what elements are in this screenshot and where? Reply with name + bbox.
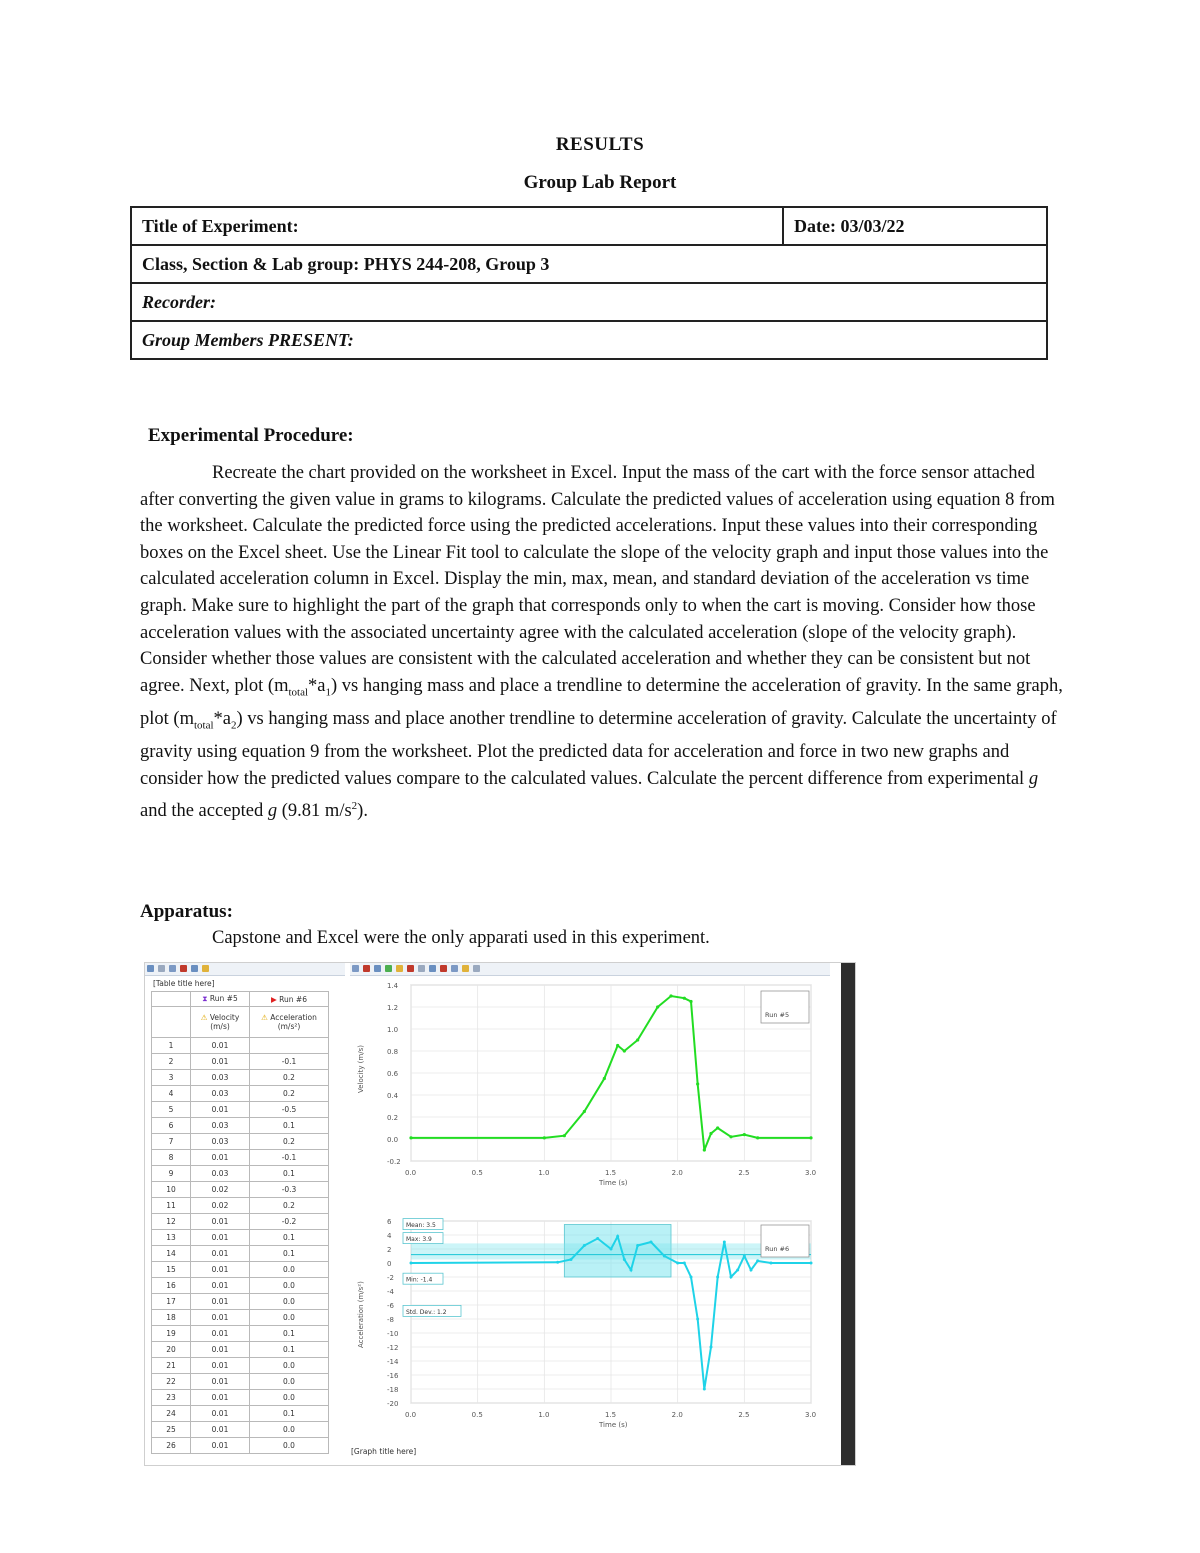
velocity-cell[interactable]: 0.01: [191, 1150, 250, 1166]
y-tick-label: -18: [387, 1386, 399, 1394]
acceleration-data-point: [410, 1262, 413, 1265]
y-tick-label: -0.2: [387, 1158, 401, 1166]
acceleration-data-point: [630, 1269, 633, 1272]
table-row[interactable]: [152, 1390, 329, 1406]
velocity-cell[interactable]: 0.01: [191, 1358, 250, 1374]
accel-cell[interactable]: -0.2: [250, 1214, 329, 1230]
velocity-graph[interactable]: [351, 977, 835, 1199]
velocity-cell[interactable]: 0.01: [191, 1310, 250, 1326]
y-tick-label: 0: [387, 1260, 392, 1268]
velocity-cell[interactable]: 0.03: [191, 1086, 250, 1102]
acceleration-data-point: [676, 1262, 679, 1265]
accel-cell[interactable]: 0.1: [250, 1230, 329, 1246]
table-row[interactable]: [152, 1374, 329, 1390]
velocity-cell[interactable]: 0.01: [191, 1406, 250, 1422]
apparatus-text: Capstone and Excel were the only apparati used in this experiment.: [212, 928, 710, 948]
y-axis-label: Acceleration (m/s²): [357, 1281, 365, 1348]
procedure-paragraph: [140, 460, 1065, 824]
x-tick-label: 1.0: [538, 1169, 550, 1177]
velocity-cell[interactable]: 0.01: [191, 1246, 250, 1262]
toolbar-icon[interactable]: [147, 965, 154, 972]
row-index-cell: 2: [152, 1054, 191, 1070]
info-table: [130, 206, 1048, 360]
row-index-cell: 13: [152, 1230, 191, 1246]
acceleration-data-point: [623, 1258, 626, 1261]
table-row[interactable]: [152, 1038, 329, 1054]
accel-cell[interactable]: 0.1: [250, 1118, 329, 1134]
velocity-cell[interactable]: 0.01: [191, 1422, 250, 1438]
acceleration-data-point: [596, 1237, 599, 1240]
sub-two: 2: [231, 719, 237, 732]
accel-cell[interactable]: 0.1: [250, 1326, 329, 1342]
accel-cell[interactable]: 0.1: [250, 1246, 329, 1262]
row-index-cell: 4: [152, 1086, 191, 1102]
table-row[interactable]: [152, 1406, 329, 1422]
table-row[interactable]: [152, 1134, 329, 1150]
capstone-screenshot: [144, 962, 856, 1466]
velocity-data-point: [756, 1136, 759, 1139]
row-index-cell: 21: [152, 1358, 191, 1374]
accel-cell[interactable]: 0.0: [250, 1294, 329, 1310]
acceleration-data-point: [650, 1241, 653, 1244]
accel-cell[interactable]: 0.1: [250, 1342, 329, 1358]
toolbar-icon[interactable]: [462, 965, 469, 972]
date-cell: Date: 03/03/22: [783, 207, 1047, 245]
acceleration-graph[interactable]: [351, 1213, 835, 1437]
velocity-cell[interactable]: 0.01: [191, 1054, 250, 1070]
velocity-data-point: [709, 1132, 712, 1135]
velocity-data-point: [729, 1135, 732, 1138]
y-axis-label: Velocity (m/s): [357, 1045, 365, 1093]
table-row[interactable]: [152, 1054, 329, 1070]
toolbar-icon[interactable]: [191, 965, 198, 972]
toolbar-icon[interactable]: [158, 965, 165, 972]
accel-cell[interactable]: 0.0: [250, 1438, 329, 1454]
x-tick-label: 2.0: [671, 1169, 683, 1177]
procedure-text-e: ) vs hanging mass and place another trendline to determine acceleration of gravity. Calculate the uncertainty of gravity using equation 9 from the worksheet. Plot the predicted data for acceleration and force in two new graphs and consider how the predicted values compare to the calculated values. Calculate the percent difference from experimental: [140, 709, 1057, 789]
warning-icon: ⚠: [261, 1013, 268, 1022]
velocity-data-point: [583, 1110, 586, 1113]
row-index-cell: 23: [152, 1390, 191, 1406]
toolbar-icon[interactable]: [374, 965, 381, 972]
sup-two: 2: [351, 799, 358, 812]
stat-min-box-label: Min: -1.4: [406, 1276, 433, 1284]
row-index-cell: 9: [152, 1166, 191, 1182]
velocity-data-point: [703, 1148, 706, 1151]
x-tick-label: 0.0: [405, 1411, 417, 1419]
g-italic-2: g: [267, 800, 278, 821]
accel-cell[interactable]: 0.2: [250, 1070, 329, 1086]
x-axis-label: Time (s): [599, 1421, 628, 1429]
y-tick-label: 4: [387, 1232, 392, 1240]
y-tick-label: -6: [387, 1302, 394, 1310]
velocity-cell[interactable]: 0.01: [191, 1390, 250, 1406]
y-tick-label: -8: [387, 1316, 394, 1324]
stat-max-box-label: Max: 3.9: [406, 1236, 432, 1244]
procedure-text-g: (9.81 m/s: [277, 800, 352, 821]
accel-cell[interactable]: 0.2: [250, 1086, 329, 1102]
velocity-cell[interactable]: 0.03: [191, 1070, 250, 1086]
toolbar-icon[interactable]: [169, 965, 176, 972]
toolbar-icon[interactable]: [385, 965, 392, 972]
toolbar-icon[interactable]: [407, 965, 414, 972]
row-index-cell: 24: [152, 1406, 191, 1422]
velocity-cell[interactable]: 0.01: [191, 1102, 250, 1118]
row-index-cell: 26: [152, 1438, 191, 1454]
velocity-cell[interactable]: 0.02: [191, 1182, 250, 1198]
apparatus-heading: Apparatus:: [140, 901, 233, 922]
velocity-data-point: [603, 1077, 606, 1080]
row-index-cell: 11: [152, 1198, 191, 1214]
accel-cell[interactable]: -0.1: [250, 1054, 329, 1070]
run-a-marker-icon: ⧗: [202, 994, 208, 1003]
velocity-data-point: [716, 1126, 719, 1129]
velocity-data-point: [669, 994, 672, 997]
run-b-header[interactable]: [250, 992, 329, 1007]
procedure-heading: Experimental Procedure:: [148, 425, 354, 446]
velocity-cell[interactable]: 0.01: [191, 1278, 250, 1294]
row-index-cell: 14: [152, 1246, 191, 1262]
legend-run-label[interactable]: Run #5: [765, 1011, 790, 1019]
accel-cell[interactable]: 0.0: [250, 1374, 329, 1390]
y-tick-label: 2: [387, 1246, 392, 1254]
y-tick-label: -10: [387, 1330, 399, 1338]
procedure-text-c: ) vs hanging mass and place a trendline to determine the acceleration of gravity. In the same graph, plot (m: [140, 675, 1063, 730]
x-tick-label: 0.5: [471, 1169, 483, 1177]
graph-toolbar: [350, 963, 830, 976]
velocity-cell[interactable]: 0.01: [191, 1438, 250, 1454]
acceleration-data-point: [610, 1248, 613, 1251]
y-tick-label: 0.2: [387, 1114, 399, 1122]
g-italic-1: g: [1028, 768, 1039, 789]
stat-std-box-label: Std. Dev.: 1.2: [406, 1308, 447, 1316]
velocity-cell[interactable]: 0.01: [191, 1262, 250, 1278]
table-row[interactable]: [152, 1262, 329, 1278]
row-index-cell: 17: [152, 1294, 191, 1310]
accel-cell[interactable]: 0.0: [250, 1262, 329, 1278]
table-row[interactable]: [152, 1278, 329, 1294]
run-b-label: Run #6: [279, 994, 307, 1004]
y-tick-label: 1.4: [387, 982, 399, 990]
row-index-cell: 22: [152, 1374, 191, 1390]
acceleration-data-point: [556, 1261, 559, 1264]
acceleration-data-point: [770, 1262, 773, 1265]
row-index-cell: 20: [152, 1342, 191, 1358]
acceleration-data-point: [583, 1244, 586, 1247]
run-b-marker-icon: ▶: [271, 994, 277, 1004]
corner-cell-2: [152, 1007, 191, 1038]
corner-cell: [152, 992, 191, 1007]
table-row[interactable]: [152, 1198, 329, 1214]
y-tick-label: 0.6: [387, 1070, 399, 1078]
acceleration-data-point: [736, 1269, 739, 1272]
velocity-data-point: [623, 1049, 626, 1052]
toolbar-icon[interactable]: [418, 965, 425, 972]
y-tick-label: -12: [387, 1344, 399, 1352]
acceleration-data-point: [703, 1388, 706, 1391]
velocity-data-point: [409, 1136, 412, 1139]
table-title[interactable]: [Table title here]: [153, 979, 215, 988]
accel-cell[interactable]: 0.2: [250, 1198, 329, 1214]
table-row[interactable]: [152, 1422, 329, 1438]
row-index-cell: 5: [152, 1102, 191, 1118]
accel-cell[interactable]: 0.0: [250, 1390, 329, 1406]
accel-cell[interactable]: [250, 1038, 329, 1054]
toolbar-icon[interactable]: [352, 965, 359, 972]
velocity-cell[interactable]: 0.03: [191, 1118, 250, 1134]
table-row[interactable]: [152, 1150, 329, 1166]
y-tick-label: -20: [387, 1400, 399, 1408]
acceleration-data-point: [743, 1255, 746, 1258]
accel-cell[interactable]: -0.1: [250, 1150, 329, 1166]
y-tick-label: 0.4: [387, 1092, 399, 1100]
x-tick-label: 2.5: [738, 1411, 750, 1419]
scroll-strip: [841, 963, 855, 1465]
x-tick-label: 3.0: [805, 1169, 817, 1177]
row-index-cell: 25: [152, 1422, 191, 1438]
run-a-label: Run #5: [209, 994, 238, 1003]
table-row[interactable]: [152, 1070, 329, 1086]
row-index-cell: 10: [152, 1182, 191, 1198]
velocity-data-point: [636, 1038, 639, 1041]
sub-total: total: [288, 686, 309, 699]
toolbar-icon[interactable]: [451, 965, 458, 972]
row-index-cell: 1: [152, 1038, 191, 1054]
velocity-cell[interactable]: 0.01: [191, 1374, 250, 1390]
table-row[interactable]: [152, 1086, 329, 1102]
acceleration-data-point: [570, 1258, 573, 1261]
row-index-cell: 15: [152, 1262, 191, 1278]
table-row[interactable]: [152, 1326, 329, 1342]
velocity-cell[interactable]: 0.03: [191, 1134, 250, 1150]
class-section-cell: Class, Section & Lab group: PHYS 244-208, Group 3: [131, 245, 1047, 283]
accel-cell[interactable]: 0.1: [250, 1406, 329, 1422]
acceleration-data-point: [616, 1235, 619, 1238]
y-tick-label: 0.0: [387, 1136, 399, 1144]
x-tick-label: 1.0: [538, 1411, 550, 1419]
x-tick-label: 0.5: [471, 1411, 483, 1419]
velocity-data-point: [683, 997, 686, 1000]
x-tick-label: 1.5: [605, 1169, 617, 1177]
table-row[interactable]: [152, 1230, 329, 1246]
velocity-data-point: [743, 1133, 746, 1136]
table-row[interactable]: [152, 1310, 329, 1326]
y-tick-label: 1.0: [387, 1026, 399, 1034]
table-row[interactable]: [152, 1358, 329, 1374]
row-index-cell: 19: [152, 1326, 191, 1342]
table-toolbar: [145, 963, 345, 976]
acceleration-data-point: [716, 1276, 719, 1279]
accel-cell[interactable]: -0.3: [250, 1182, 329, 1198]
acceleration-data-point: [663, 1255, 666, 1258]
doc-title: RESULTS: [555, 134, 645, 155]
procedure-text-a: Recreate the chart provided on the worksheet in Excel. Input the mass of the cart with the force sensor attached after converting the given value in grams to kilograms. Calculate the predicted values of acceleration using equation 8 from the worksheet. Calculate the predicted force using the predicted accelerations. Input these values into their corresponding boxes on the Excel sheet. Use the Linear Fit tool to calculate the slope of the velocity graph and input those values into the calculated acceleration column in Excel. Display the min, max, mean, and standard deviation of the acceleration vs time graph. Make sure to highlight the part of the graph that corresponds only to when the cart is moving. Consider how those acceleration values with the associated uncertainty agree with the calculated acceleration (slope of the velocity graph). Consider whether those values are consistent with the calculated acceleration and whether they can be consistent but not agree. Next, plot (m: [140, 463, 1055, 696]
toolbar-icon[interactable]: [396, 965, 403, 972]
velocity-data-point: [543, 1136, 546, 1139]
y-tick-label: -4: [387, 1288, 394, 1296]
toolbar-icon[interactable]: [202, 965, 209, 972]
y-tick-label: -16: [387, 1372, 399, 1380]
x-tick-label: 1.5: [605, 1411, 617, 1419]
y-tick-label: -14: [387, 1358, 399, 1366]
acceleration-data-point: [750, 1269, 753, 1272]
acceleration-data-point: [810, 1262, 813, 1265]
acceleration-data-point: [723, 1241, 726, 1244]
group-members-cell: Group Members PRESENT:: [131, 321, 1047, 359]
velocity-cell[interactable]: 0.01: [191, 1342, 250, 1358]
acceleration-data-point: [710, 1346, 713, 1349]
velocity-cell[interactable]: 0.01: [191, 1230, 250, 1246]
acceleration-data-point: [730, 1276, 733, 1279]
row-index-cell: 18: [152, 1310, 191, 1326]
procedure-text-b: *a: [308, 675, 326, 696]
row-index-cell: 6: [152, 1118, 191, 1134]
x-tick-label: 2.5: [738, 1169, 750, 1177]
legend-run-label[interactable]: Run #6: [765, 1245, 790, 1253]
velocity-cell[interactable]: 0.01: [191, 1214, 250, 1230]
row-index-cell: 8: [152, 1150, 191, 1166]
toolbar-icon[interactable]: [180, 965, 187, 972]
toolbar-icon[interactable]: [440, 965, 447, 972]
acceleration-data-point: [690, 1276, 693, 1279]
row-index-cell: 12: [152, 1214, 191, 1230]
velocity-col-header[interactable]: [191, 1007, 250, 1038]
std-dev-band: [411, 1243, 811, 1259]
table-row[interactable]: [152, 1438, 329, 1454]
velocity-data-point: [689, 1000, 692, 1003]
title-of-experiment-cell: Title of Experiment:: [131, 207, 783, 245]
accel-cell[interactable]: 0.0: [250, 1310, 329, 1326]
x-tick-label: 3.0: [805, 1411, 817, 1419]
velocity-cell[interactable]: 0.02: [191, 1198, 250, 1214]
procedure-text-f: and the accepted: [140, 800, 268, 821]
accel-cell[interactable]: -0.5: [250, 1102, 329, 1118]
table-row[interactable]: [152, 1342, 329, 1358]
velocity-data-point: [809, 1136, 812, 1139]
velocity-cell[interactable]: 0.03: [191, 1166, 250, 1182]
toolbar-icon[interactable]: [363, 965, 370, 972]
table-row[interactable]: [152, 1102, 329, 1118]
warning-icon: ⚠: [200, 1013, 208, 1022]
table-row[interactable]: [152, 1214, 329, 1230]
x-axis-label: Time (s): [599, 1179, 628, 1187]
acceleration-data-point: [636, 1244, 639, 1247]
velocity-cell[interactable]: 0.01: [191, 1326, 250, 1342]
x-tick-label: 0.0: [405, 1169, 417, 1177]
toolbar-icon[interactable]: [473, 965, 480, 972]
run-a-header[interactable]: [191, 992, 250, 1007]
accel-cell[interactable]: 0.1: [250, 1166, 329, 1182]
velocity-col-label: Velocity (m/s): [209, 1013, 240, 1031]
toolbar-icon[interactable]: [429, 965, 436, 972]
velocity-cell[interactable]: 0.01: [191, 1038, 250, 1054]
stat-mean-box-label: Mean: 3.5: [406, 1222, 436, 1230]
recorder-cell: Recorder:: [131, 283, 1047, 321]
accel-cell[interactable]: 0.2: [250, 1134, 329, 1150]
table-row[interactable]: [152, 1118, 329, 1134]
procedure-text-h: ).: [357, 800, 368, 821]
y-tick-label: -2: [387, 1274, 394, 1282]
table-row[interactable]: [152, 1246, 329, 1262]
accel-col-label: Acceleration (m/s²): [270, 1013, 317, 1031]
table-row[interactable]: [152, 1294, 329, 1310]
velocity-data-point: [696, 1082, 699, 1085]
y-tick-label: 0.8: [387, 1048, 399, 1056]
row-index-cell: 16: [152, 1278, 191, 1294]
velocity-cell[interactable]: 0.01: [191, 1294, 250, 1310]
procedure-text-d: *a: [213, 709, 231, 730]
acceleration-data-point: [683, 1262, 686, 1265]
data-table: [151, 991, 329, 1454]
acceleration-data-point: [756, 1259, 759, 1262]
accel-col-header[interactable]: [250, 1007, 329, 1038]
table-row[interactable]: [152, 1166, 329, 1182]
accel-cell[interactable]: 0.0: [250, 1278, 329, 1294]
y-tick-label: 1.2: [387, 1004, 399, 1012]
acceleration-data-point: [696, 1318, 699, 1321]
row-index-cell: 3: [152, 1070, 191, 1086]
accel-cell[interactable]: 0.0: [250, 1422, 329, 1438]
doc-subtitle: Group Lab Report: [523, 172, 677, 193]
velocity-data-point: [656, 1005, 659, 1008]
sub-total-2: total: [193, 719, 214, 732]
accel-cell[interactable]: 0.0: [250, 1358, 329, 1374]
x-tick-label: 2.0: [671, 1411, 683, 1419]
graph-title[interactable]: [Graph title here]: [351, 1447, 417, 1456]
sub-one: 1: [325, 686, 331, 699]
table-row[interactable]: [152, 1182, 329, 1198]
y-tick-label: 6: [387, 1218, 392, 1226]
row-index-cell: 7: [152, 1134, 191, 1150]
velocity-data-point: [616, 1044, 619, 1047]
velocity-data-point: [563, 1134, 566, 1137]
